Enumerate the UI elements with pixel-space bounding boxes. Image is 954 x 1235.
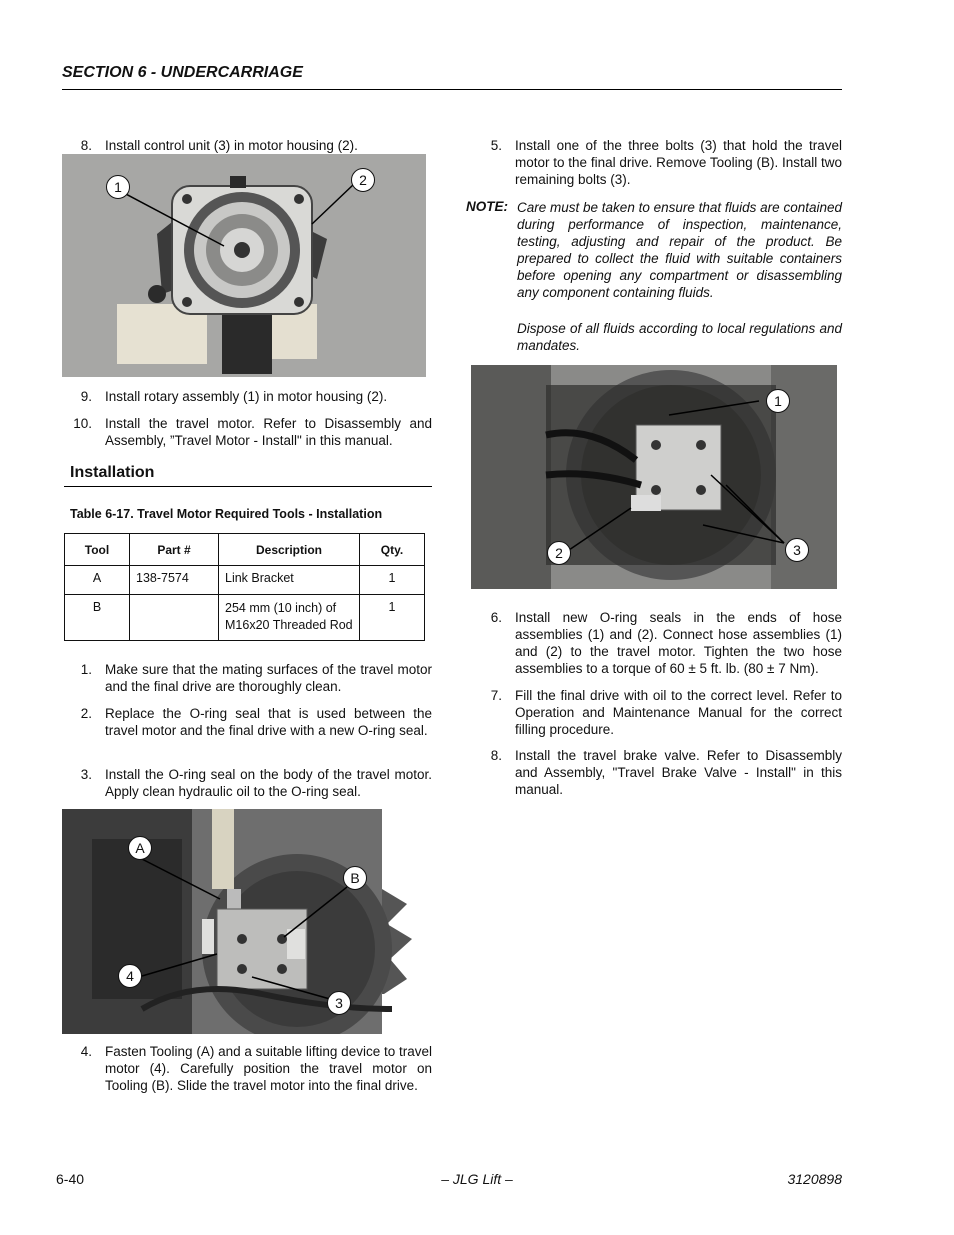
cell-tool: B	[65, 595, 130, 641]
step-text: Install the travel motor. Refer to Disassembly and Assembly, ”Travel Motor - Install" in this manual.	[105, 416, 432, 448]
step-number: 7.	[490, 688, 502, 703]
page-number: 6-40	[56, 1171, 85, 1187]
step-text: Fill the final drive with oil to the correct level. Refer to Operation and Maintenance Manual for the correct filling procedure.	[515, 688, 842, 737]
step-number: 3.	[80, 767, 92, 782]
callout-a: A	[128, 836, 152, 860]
step-number: 8.	[490, 748, 502, 763]
desc-line: M16x20 Threaded Rod	[225, 618, 353, 632]
callout-1: 1	[106, 175, 130, 199]
figure-motor-housing	[62, 154, 426, 377]
table-header-row	[65, 534, 425, 566]
step-text: Install new O-ring seals in the ends of hose assemblies (1) and (2). Connect hose assemblies (1) and (2) to the travel motor. Tighten the two hose assemblies to a torque of 60 ± 5 ft. lb. (80 ± 7 Nm).	[515, 610, 842, 676]
cell-description	[219, 595, 360, 641]
callout-2: 2	[351, 168, 375, 192]
tools-table	[64, 533, 425, 641]
table-caption: Table 6-17. Travel Motor Required Tools - Installation	[70, 507, 383, 521]
step-text: Fasten Tooling (A) and a suitable lifting device to travel motor (4). Carefully position the travel motor on Tooling (B). Slide the travel motor into the final drive.	[105, 1044, 432, 1093]
callout-3: 3	[327, 991, 351, 1015]
step-text: Install the O-ring seal on the body of the travel motor. Apply clean hydraulic oil to the O-ring seal.	[105, 767, 432, 799]
header-rule	[62, 89, 842, 90]
note-label: NOTE:	[466, 199, 508, 214]
cell-description	[219, 566, 360, 595]
step-number: 4.	[80, 1044, 92, 1059]
table-row	[65, 566, 425, 595]
table-row	[65, 595, 425, 641]
col-qty: Qty.	[360, 534, 425, 566]
desc-line: 254 mm (10 inch) of	[225, 601, 337, 615]
desc-line: Link Bracket	[225, 571, 294, 585]
step-text: Replace the O-ring seal that is used between the travel motor and the final drive with a new O-ring seal.	[105, 706, 432, 738]
callout-2: 2	[547, 541, 571, 565]
callout-1: 1	[766, 389, 790, 413]
cell-tool: A	[65, 566, 130, 595]
col-description: Description	[219, 534, 360, 566]
step-number: 8.	[80, 138, 92, 153]
callout-b: B	[343, 866, 367, 890]
section-header: SECTION 6 - UNDERCARRIAGE	[62, 64, 303, 81]
note-dispose-text: Dispose of all fluids according to local regulations and mandates.	[517, 321, 842, 353]
step-number: 5.	[490, 138, 502, 153]
step-text: Install control unit (3) in motor housing (2).	[105, 138, 358, 153]
step-text: Install the travel brake valve. Refer to Disassembly and Assembly, "Travel Brake Valve - Install" in this manual.	[515, 748, 842, 797]
col-part: Part #	[130, 534, 219, 566]
cell-qty: 1	[360, 595, 425, 641]
step-number: 2.	[80, 706, 92, 721]
footer-center: – JLG Lift –	[441, 1171, 513, 1187]
step-number: 10.	[73, 416, 92, 431]
callout-4: 4	[118, 964, 142, 988]
step-number: 6.	[490, 610, 502, 625]
step-text: Install rotary assembly (1) in motor housing (2).	[105, 389, 388, 404]
step-text: Make sure that the mating surfaces of the travel motor and the final drive are thoroughly clean.	[105, 662, 432, 694]
step-number: 9.	[80, 389, 92, 404]
figure-hose-assemblies	[471, 365, 837, 589]
note-text: Care must be taken to ensure that fluids are contained during performance of inspection, maintenance, testing, adjusting and repair of the product. Be prepared to collect the fluid with suitable containers before opening any compartment or disassembling any component containing fluids.	[517, 200, 842, 300]
document-number: 3120898	[787, 1171, 842, 1187]
callout-3: 3	[785, 538, 809, 562]
step-text: Install one of the three bolts (3) that hold the travel motor to the final drive. Remove Tooling (B). Install two remaining bolts (3).	[515, 138, 842, 187]
travel-motor-lift-illustration	[62, 809, 426, 1034]
step-number: 1.	[80, 662, 92, 677]
heading-rule	[64, 486, 432, 487]
cell-qty: 1	[360, 566, 425, 595]
figure-travel-motor-lift	[62, 809, 426, 1034]
col-tool: Tool	[65, 534, 130, 566]
installation-heading: Installation	[70, 464, 155, 481]
cell-part: 138-7574	[130, 566, 219, 595]
cell-part	[130, 595, 219, 641]
